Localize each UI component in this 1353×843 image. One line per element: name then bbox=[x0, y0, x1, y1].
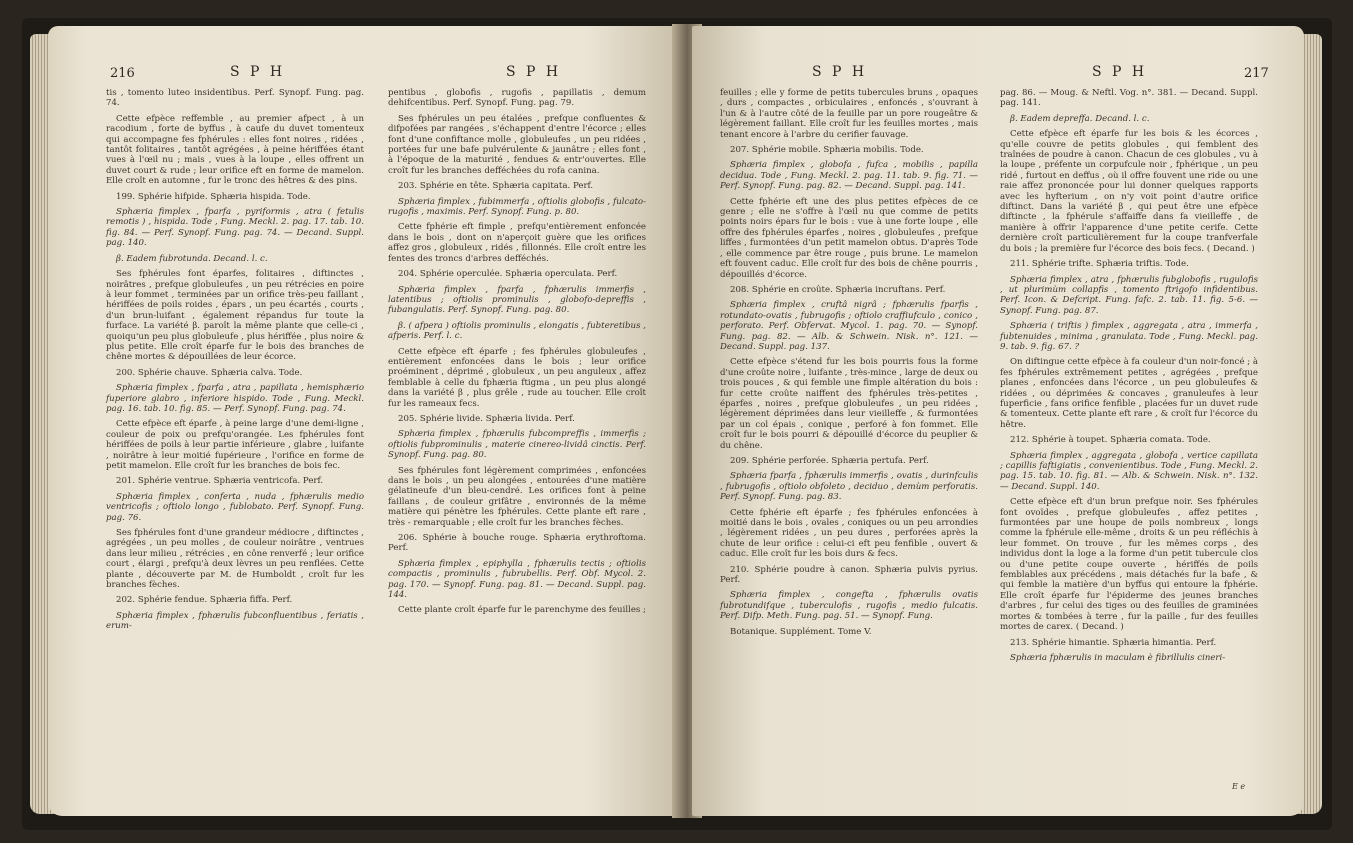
left-page bbox=[48, 26, 680, 816]
paragraph: 205. Sphérie livide. Sphæria livida. Perf. bbox=[398, 413, 575, 424]
paragraph: Sphæria fphærulis in maculam è fibrillulis cineri- bbox=[1010, 652, 1226, 663]
paragraph: Sphæria fimplex , fphærulis fubconfluentibus , feriatis , erum- bbox=[106, 610, 364, 632]
left-running-head-2: S P H bbox=[506, 64, 562, 80]
paragraph: Sphæria fimplex , fphærulis fubcompreffis , immerfis ; oftiolis fubprominulis , materie cinereo-lividâ cinctis. Perf. Synopf. Fung. pag. 80. bbox=[388, 429, 646, 461]
right-running-head-2: S P H bbox=[1092, 64, 1148, 80]
paragraph: Sphæria fimplex , conferta , nuda , fphærulis medio ventricofis ; oftiolo longo , fublobato. Perf. Synopf. Fung. pag. 76. bbox=[106, 491, 364, 523]
paragraph: 209. Sphérie perforée. Sphæria pertufa. Perf. bbox=[730, 456, 929, 466]
paragraph: β. Eadem depreffa. Decand. l. c. bbox=[1010, 113, 1150, 124]
paragraph: 208. Sphérie en croûte. Sphæria incruftans. Perf. bbox=[730, 284, 946, 295]
paragraph: Cette fphérie eft fimple , prefqu'entièrement enfoncée dans le bois , dont on n'aperçoit guère que les orifices affez gros , globuleux , ridés , fillonnés. Elle croît entre les fentes des troncs d'arbres defféchés. bbox=[388, 222, 646, 264]
paragraph: Sphæria fimplex , globofa , fufca , mobilis , papilla decidua. Tode , Fung. Meckl. 2. pag. 11. tab. 9. fig. 71. — Perf. Synopf. Fung. pag. 82. — Decand. Suppl. pag. 141. bbox=[720, 160, 978, 192]
paragraph: Ses fphérules font éparfes, folitaires , diftinctes , noirâtres , prefque globuleufes , un peu rétrécies en poire à leur fommet , terminées par un orifice très-peu faillant , hériffées de poils roides , épars , un peu écartés , courts , d'un brun-luifant , également répandus fur toute la furface. La variété β. paroît la même plante que celle-ci , quoiqu'un peu plus globuleufe , plus hériffée , plus noire & plus petite. Elle croît éparfe fur le bois des branches de chêne mortes & dépouillées de leur écorce. bbox=[106, 269, 364, 363]
right-column-1 bbox=[720, 88, 978, 642]
paragraph: Sphæria fimplex , congefta , fphærulis ovatis fubrotundifque , tuberculofis , rugofis , medio fulcatis. Perf. Difp. Meth. Fung. pag. 51. — Synopf. Fung. bbox=[720, 590, 978, 622]
left-running-head-1: S P H bbox=[230, 64, 286, 80]
paragraph: Ses fphérules un peu étalées , prefque confluentes & difpofées par rangées , s'échappent d'entre l'écorce ; elles font d'une confiftance molle , globuleufes , un peu ridées , portées fur une bafe pulvérulente & jaunâtre ; elles font , à l'époque de la maturité , fendues & entr'ouvertes. Elle croît fur les branches defféchées du rofa canina. bbox=[388, 113, 646, 176]
paragraph: Ses fphérules font légèrement comprimées , enfoncées dans le bois , un peu alongées , entourées d'une matière gélatineufe d'un bleu-cendré. Les orifices font à peine faillans , de couleur grifâtre , environnés de la même matière qui pénètre les fphérules. Cette plante eft rare , très - remarquable ; elle croît fur les branches fèches. bbox=[388, 465, 646, 528]
paragraph: 210. Sphérie poudre à canon. Sphæria pulvis pyrius. Perf. bbox=[720, 564, 978, 586]
paragraph: pag. 86. — Moug. & Neftl. Vog. n°. 381. — Decand. Suppl. pag. 141. bbox=[1000, 88, 1258, 109]
left-column-1 bbox=[106, 88, 364, 637]
paragraph: feuilles ; elle y forme de petits tubercules bruns , opaques , durs , compactes , orbiculaires , enfoncés , s'ouvrant à l'un & à l'autre côté de la feuille par un pore rougeâtre & légèrement faillant. Elle croît fur les feuilles mortes , mais tenant encore à l'arbre du cerifier fauvage. bbox=[720, 88, 978, 140]
paragraph: 204. Sphérie operculée. Sphæria operculata. Perf. bbox=[398, 269, 618, 280]
right-page bbox=[692, 26, 1304, 816]
paragraph: Sphæria ( triftis ) fimplex , aggregata , atra , immerfa , fubtenuides , minima , granulata. Tode , Fung. Meckl. pag. 9. tab. 9. fig. 67. ? bbox=[1000, 321, 1258, 352]
left-page-number: 216 bbox=[110, 66, 135, 81]
paragraph: On diftingue cette efpèce à fa couleur d'un noir-foncé ; à fes fphérules extrêmement petites , agrégées , prefque planes , enfoncées dans l'écorce , un peu globuleufes & ridées , ou déprimées & concaves , granuleufes à leur fuperficie , fans orifice fenfible , placées fur un duvet rude & tomenteux. Cette plante eft rare , & croît fur l'écorce du hêtre. bbox=[1000, 357, 1258, 430]
paragraph: 213. Sphérie himantie. Sphæria himantia. Perf. bbox=[1010, 637, 1217, 648]
paragraph: Sphæria fimplex , epiphylla , fphærulis tectis ; oftiolis compactis , prominulis , fubrubellis. Perf. Obf. Mycol. 2. pag. 170. — Synopf. Fung. pag. 81. — Decand. Suppl. pag. 144. bbox=[388, 558, 646, 601]
paragraph: Sphæria fimplex , aggregata , globofa , vertice capillata ; capillis faftigiatis , convenientibus. Tode , Fung. Meckl. 2. pag. 15. tab. 10. fig. 81. — Alb. & Schwein. Nisk. n°. 132. — Decand. Suppl. 140. bbox=[1000, 450, 1258, 492]
right-column-2 bbox=[1000, 88, 1258, 668]
paragraph: Sphæria fimplex , atra , fphærulis fubglobofis , rugulofis , ut plurimùm collapfis , tomento ftrigofo infidentibus. Perf. Icon. & Defcript. Fung. fafc. 2. tab. 11. fig. 5-6. — Synopf. Fung. pag. 87. bbox=[1000, 274, 1258, 316]
paragraph: 211. Sphérie trifte. Sphæria triftis. Tode. bbox=[1010, 259, 1189, 270]
paragraph: Sphæria fimplex , fparfa , atra , papillata , hemisphærio fuperiore glabro , inferiore hispido. Tode , Fung. Meckl. pag. 16. tab. 10. fig. 85. — Perf. Synopf. Fung. pag. 74. bbox=[106, 383, 364, 414]
paragraph: 212. Sphérie à toupet. Sphæria comata. Tode. bbox=[1010, 435, 1211, 446]
paragraph: Cette fphérie eft éparfe ; fes fphérules enfoncées à moitié dans le bois , ovales , coniques ou un peu arrondies , légèrement ridées , un peu dures , perforées après la chute de leur orifice : celui-ci eft peu fenfible , ouvert & caduc. Elle croît fur les bois durs & fecs. bbox=[720, 507, 978, 560]
paragraph: Sphæria fimplex , cruftâ nigrâ ; fphærulis fparfis , rotundato-ovatis , fubrugofis ; oftiolo craffiufculo , conico , perforato. Perf. Obfervat. Mycol. 1. pag. 70. — Synopf. Fung. pag. 82. — Alb. & Schwein. Nisk. n°. 121. — Decand. Suppl. pag. 137. bbox=[720, 300, 978, 352]
paragraph: Cette efpèce eft éparfe , à peine large d'une demi-ligne , couleur de poix ou prefqu'orangée. Les fphérules font hériffées de poils à leur partie inférieure , glabre , luifante , noirâtre à leur moitié fupérieure , l'orifice en forme de petit mamelon. Elle croît fur les branches de bois fec. bbox=[106, 419, 364, 471]
paragraph: Sphæria fparfa , fphærulis immerfis , ovatis , durinfculis , fubrugofis , oftiolo obfoleto , deciduo , demùm perforatis. Perf. Synopf. Fung. pag. 83. bbox=[720, 471, 978, 503]
paragraph: 200. Sphérie chauve. Sphæria calva. Tode. bbox=[116, 367, 303, 378]
paragraph: Cette efpèce reffemble , au premier afpect , à un racodium , forte de byffus , à caufe du duvet tomenteux qui accompagne fes fphérules : elles font noires , ridées , tantôt folitaires , tantôt agrégées , à peine hériffées étant vues à l'œil nu ; mais , vues à la loupe , elles offrent un duvet court & rude ; leur orifice eft en forme de mamelon. Elle croît en automne , fur le tronc des hêtres & des pins. bbox=[106, 113, 364, 187]
paragraph: 202. Sphérie fendue. Sphæria fiffa. Perf. bbox=[116, 595, 293, 606]
paragraph: 206. Sphérie à bouche rouge. Sphæria erythroftoma. Perf. bbox=[388, 533, 646, 554]
paragraph: Sphæria fimplex , fubimmerfa , oftiolis globofis , fulcato-rugofis , maximis. Perf. Synopf. Fung. p. 80. bbox=[388, 196, 646, 218]
paragraph: 201. Sphérie ventrue. Sphæria ventricofa. Perf. bbox=[116, 476, 324, 487]
paragraph: pentibus , globofis , rugofis , papillatis , demum dehifcentibus. Perf. Synopf. Fung. pag. 79. bbox=[388, 88, 646, 109]
paragraph: Cette efpèce eft éparfe ; fes fphérules globuleufes , entièrement enfoncées dans le bois ; leur orifice proéminent , déprimé , globuleux , un peu anguleux , affez femblable à celle du fphæria ftigma , un peu plus alongé dans la variété β , plus grêle , rude au toucher. Elle croît fur les rameaux fecs. bbox=[388, 346, 646, 409]
paragraph: Sphæria fimplex , fparfa , fphærulis immerfis , latentibus ; oftiolis prominulis , globofo-depreffis , fubangulatis. Perf. Synopf. Fung. pag. 80. bbox=[388, 284, 646, 316]
left-column-2 bbox=[388, 88, 646, 621]
paragraph: Sphæria fimplex , fparfa , pyriformis , atra ( fetulis remotis ) , hispida. Tode , Fung. Meckl. 2. pag. 17. tab. 10. fig. 84. — Perf. Synopf. Fung. pag. 74. — Decand. Suppl. pag. 140. bbox=[106, 207, 364, 249]
paragraph: 207. Sphérie mobile. Sphæria mobilis. Tode. bbox=[730, 145, 924, 156]
paragraph: β. Eadem fubrotunda. Decand. l. c. bbox=[116, 253, 268, 264]
paragraph: Cette efpèce eft éparfe fur les bois & les écorces , qu'elle couvre de petits globules , qui femblent des traînées de poudre à canon. Chacun de ces globules , vu à la loupe , préfente un corpufcule noir , fphérique , un peu ridé , furtout en deffus , où il offre fouvent une ride ou une raie affez prononcée pour lui donner quelques rapports avec les hyfterium , on n'y voit point d'autre orifice diftinct. Dans la variété β , qui peut être une efpèce diftincte , la fphérule s'affaiffe dans fa vieilleffe , de manière à offrir l'apparence d'une petite cerife. Cette dernière croît particulièrement fur la coupe tranfverfale du bois ; la première fur l'écorce des bois fecs. ( Decand. ) bbox=[1000, 129, 1258, 254]
paragraph: Botanique. Supplément. Tome V. bbox=[730, 626, 872, 637]
paragraph: β. ( afpera ) oftiolis prominulis , elongatis , fubteretibus , afperis. Perf. l. c. bbox=[388, 320, 646, 342]
signature-mark: E e bbox=[1232, 782, 1246, 791]
paragraph: Cette efpèce s'étend fur les bois pourris fous la forme d'une croûte noire , luifante , très-mince , large de deux ou trois pouces , & qui femble une fimple altération du bois : fur cette croûte naiffent des fphérules très-petites , éparfes , noires , prefque globuleufes , un peu ridées , légèrement déprimées dans leur vieilleffe , & furmontées par un col épais , conique , perforé à fon fommet. Elle croît fur le bois pourri & dépouillé d'écorce du peuplier & du chêne. bbox=[720, 357, 978, 451]
paragraph: Cette efpèce eft d'un brun prefque noir. Ses fphérules font ovoïdes , prefque globuleufes , affez petites , furmontées par une houpe de poils nombreux , longs comme la fphérule elle-même , droits & un peu réfléchis à leur fommet. On trouve , fur les mêmes corps , des individus dont la loge a la forme d'un petit tubercule clos ou d'une petite coupe ouverte , hériffés de poils femblables aux précédens , mais détachés fur la bafe , & qui femble la matière d'un byffus qui entoure la fphérie. Elle croît éparfe fur l'épiderme des jeunes branches d'arbres , fur celui des tiges ou des feuilles de graminées mortes & tombées à terre , fur la paille , fur des feuilles mortes de carex. ( Decand. ) bbox=[1000, 497, 1258, 633]
paragraph: 199. Sphérie hifpide. Sphæria hispida. Tode. bbox=[116, 191, 311, 202]
paragraph: Cette fphérie eft une des plus petites efpèces de ce genre ; elle ne s'offre à l'œil nu que comme de petits points noirs épars fur le bois : vue à une forte loupe , elle offre des fphérules éparfes , noires , globuleufes , prefque liffes , furmontées d'un petit mamelon obtus. D'après Tode , elle commence par être rouge , puis brune. Le mamelon eft fouvent caduc. Elle croît fur des bois de chêne pourris , dépouillés d'écorce. bbox=[720, 196, 978, 280]
paragraph: tis , tomento luteo insidentibus. Perf. Synopf. Fung. pag. 74. bbox=[106, 88, 364, 109]
paragraph: Ses fphérules font d'une grandeur médiocre , diftinctes , agrégées , un peu molles , de couleur noirâtre , ventrues dans leur milieu , rétrécies , en cône renverfé ; leur orifice court , élargi , prefqu'à deux lèvres un peu renflées. Cette plante , découverte par M. de Humboldt , croît fur les branches fèches. bbox=[106, 528, 364, 591]
paragraph: Cette plante croît éparfe fur le parenchyme des feuilles ; bbox=[398, 605, 646, 616]
paragraph: 203. Sphérie en tête. Sphæria capitata. Perf. bbox=[398, 181, 594, 192]
right-running-head-1: S P H bbox=[812, 64, 868, 80]
right-page-number: 217 bbox=[1244, 66, 1269, 81]
